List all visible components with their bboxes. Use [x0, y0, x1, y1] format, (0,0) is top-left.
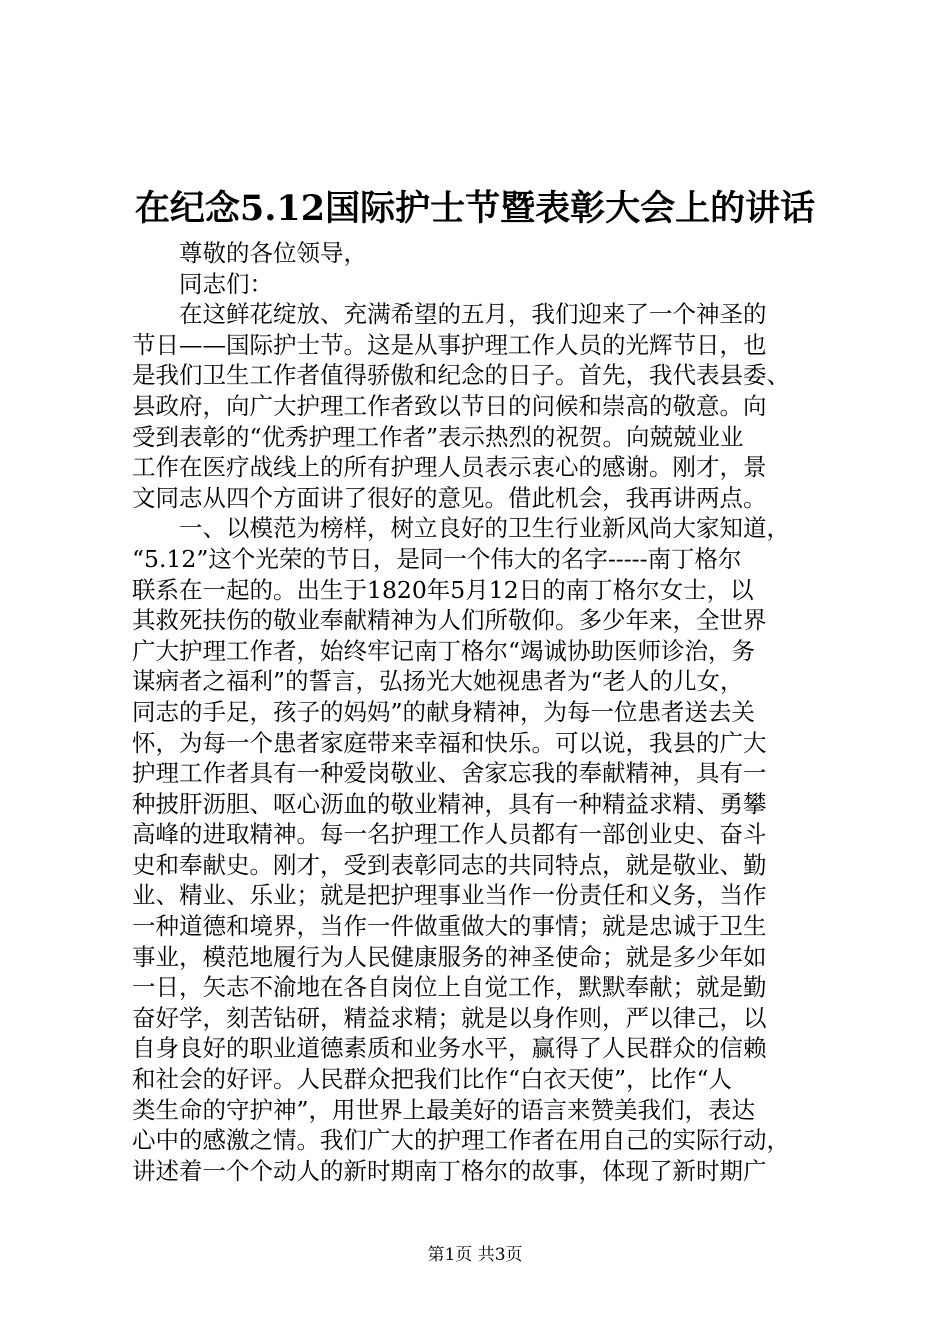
- paragraph-line: 在这鲜花绽放、充满希望的五月，我们迎来了一个神圣的: [179, 300, 767, 329]
- paragraph-line: 是我们卫生工作者值得骄傲和纪念的日子。首先，我代表县委、: [132, 361, 790, 390]
- paragraph-line: 一日，矢志不渝地在各自岗位上自觉工作，默默奉献；就是勤: [132, 973, 767, 1002]
- paragraph-line: 怀，为每一个患者家庭带来幸福和快乐。可以说，我县的广大: [132, 728, 767, 757]
- salutation-line: 同志们：: [179, 269, 273, 298]
- paragraph-line: 一种道德和境界，当作一件做重做大的事情；就是忠诚于卫生: [132, 912, 767, 941]
- paragraph-line: 类生命的守护神”，用世界上最美好的语言来赞美我们，表达: [132, 1095, 756, 1124]
- paragraph-line: 高峰的进取精神。每一名护理工作人员都有一部创业史、奋斗: [132, 820, 767, 849]
- paragraph-line: 和社会的好评。人民群众把我们比作“白衣天使”，比作“人: [132, 1065, 733, 1094]
- paragraph-line: 联系在一起的。出生于1820年5月12日的南丁格尔女士，以: [132, 575, 754, 604]
- paragraph-line: 事业，模范地履行为人民健康服务的神圣使命；就是多少年如: [132, 942, 767, 971]
- paragraph-line: 史和奉献史。刚才，受到表彰同志的共同特点，就是敬业、勤: [132, 850, 767, 879]
- paragraph-line: 奋好学，刻苦钻研，精益求精；就是以身作则，严以律己，以: [132, 1003, 767, 1032]
- paragraph-line: 同志的手足，孩子的妈妈”的献身精神，为每一位患者送去关: [132, 697, 756, 726]
- document-title: 在纪念5.12国际护士节暨表彰大会上的讲话: [134, 188, 816, 229]
- paragraph-line: 节日——国际护士节。这是从事护理工作人员的光辉节日，也: [132, 330, 767, 359]
- paragraph-line: 广大护理工作者，始终牢记南丁格尔“竭诚协助医师诊治，务: [132, 636, 756, 665]
- paragraph-line: 业、精业、乐业；就是把护理事业当作一份责任和义务，当作: [132, 881, 767, 910]
- paragraph-line: 自身良好的职业道德素质和业务水平，赢得了人民群众的信赖: [132, 1034, 767, 1063]
- paragraph-line: 受到表彰的“优秀护理工作者”表示热烈的祝贺。向兢兢业业: [132, 422, 744, 451]
- paragraph-line: 谋病者之福利”的誓言，弘扬光大她视患者为“老人的儿女，: [132, 667, 744, 696]
- paragraph-line: “5.12”这个光荣的节日，是同一个伟大的名字-----南丁格尔: [132, 544, 742, 573]
- paragraph-line: 县政府，向广大护理工作者致以节日的问候和崇高的敬意。向: [132, 391, 767, 420]
- paragraph-line: 护理工作者具有一种爱岗敬业、舍家忘我的奉献精神，具有一: [132, 759, 767, 788]
- paragraph-line: 讲述着一个个动人的新时期南丁格尔的故事，体现了新时期广: [132, 1156, 767, 1185]
- paragraph-line: 文同志从四个方面讲了很好的意见。借此机会，我再讲两点。: [132, 483, 767, 512]
- paragraph-line: 心中的感激之情。我们广大的护理工作者在用自己的实际行动，: [132, 1126, 790, 1155]
- paragraph-line: 其救死扶伤的敬业奉献精神为人们所敬仰。多少年来，全世界: [132, 606, 767, 635]
- page-footer: 第1页 共3页: [427, 1245, 523, 1265]
- document-body: [132, 238, 832, 1186]
- paragraph-line: 工作在医疗战线上的所有护理人员表示衷心的感谢。刚才，景: [132, 453, 767, 482]
- paragraph-line: 种披肝沥胆、呕心沥血的敬业精神，具有一种精益求精、勇攀: [132, 789, 767, 818]
- salutation-line: 尊敬的各位领导，: [179, 239, 367, 267]
- paragraph-line: 一、以模范为榜样，树立良好的卫生行业新风尚大家知道，: [179, 514, 790, 543]
